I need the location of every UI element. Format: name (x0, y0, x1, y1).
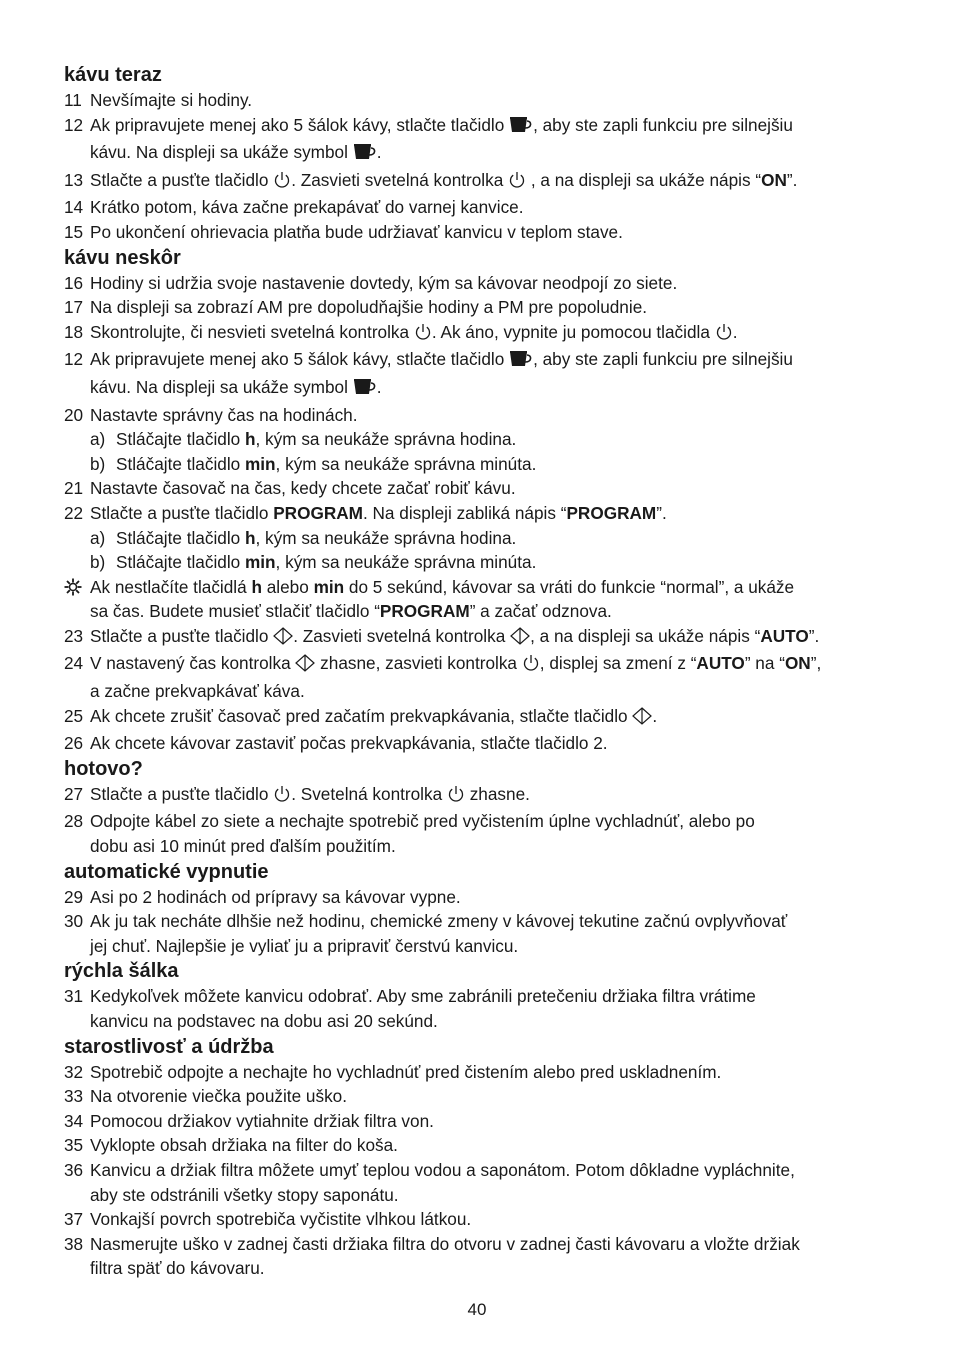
step-text: . (732, 321, 738, 342)
step-number: 13 (64, 169, 84, 190)
step-text: , a na displeji sa ukáže nápis “ (530, 625, 761, 646)
step-text: Pomocou držiakov vytiahnite držiak filtra von. (90, 1110, 434, 1131)
step-text: ”. (656, 502, 667, 523)
step-number: 21 (64, 478, 84, 499)
sub-step-line (64, 526, 894, 551)
step-number: a) (90, 527, 106, 548)
step-line (64, 195, 894, 220)
power-icon (414, 323, 432, 348)
step-text: Po ukončení ohrievacia platňa bude udržiavať kanvicu v teplom stave. (90, 221, 623, 242)
step-text: Na otvorenie viečka použite uško. (90, 1086, 347, 1107)
step-text: zhasne, zasvieti kontrolka (315, 653, 522, 674)
step-number: 32 (64, 1061, 84, 1082)
section-heading: kávu teraz (64, 64, 162, 86)
step-text: ”. (808, 625, 820, 646)
bold-term: min (244, 552, 276, 573)
step-line (64, 168, 894, 196)
step-number: 20 (64, 404, 84, 425)
step-text: Krátko potom, káva začne prekapávať do varnej kanvice. (90, 197, 524, 218)
step-line (64, 1183, 894, 1208)
bold-term: AUTO (760, 625, 809, 646)
step-text: dobu asi 10 minút pred ďalším použitím. (90, 836, 396, 857)
section-heading: automatické vypnutie (64, 860, 269, 883)
step-text: Nastavte správny čas na hodinách. (90, 404, 358, 425)
step-text: a začne prekvapkávať káva. (90, 681, 305, 702)
step-line (64, 731, 894, 756)
step-line (64, 271, 894, 296)
step-line (64, 834, 894, 859)
power-icon (522, 654, 540, 679)
step-number: b) (90, 552, 106, 573)
step-text: . (652, 705, 658, 726)
step-text: Nasmerujte uško v zadnej časti držiaka filtra do otvoru v zadnej časti kávovaru a vložte držiak (90, 1233, 800, 1254)
step-line (64, 809, 894, 834)
step-line (64, 1207, 894, 1232)
step-line (64, 403, 894, 428)
bold-term: min (313, 576, 345, 597)
step-text: . Svetelná kontrolka (291, 783, 447, 804)
step-number: 14 (64, 197, 84, 218)
timer-icon (295, 654, 315, 679)
sub-step-line (64, 452, 894, 477)
step-text: . Na displeji zabliká nápis “ (362, 502, 567, 523)
step-text: , kým sa neukáže správna hodina. (255, 429, 517, 450)
strong-coffee-cup-icon (509, 116, 533, 141)
step-text: Vyklopte obsah držiaka na filter do koša. (90, 1135, 398, 1156)
step-line (64, 704, 894, 732)
step-number: 35 (64, 1135, 84, 1156)
step-line (64, 782, 894, 810)
bold-term: AUTO (696, 653, 745, 674)
sub-step-line (64, 550, 894, 575)
section-heading: hotovo? (64, 757, 143, 780)
step-text: zhasne. (464, 783, 530, 804)
manual-content (64, 62, 894, 1281)
step-line (64, 476, 894, 501)
step-line (64, 320, 894, 348)
step-number: 38 (64, 1233, 84, 1254)
bold-term: ON (761, 169, 787, 190)
step-text: Stlačte a pusťte tlačidlo (90, 502, 274, 523)
step-line (64, 1256, 894, 1281)
step-line (64, 88, 894, 113)
step-text: Stlačte a pusťte tlačidlo (90, 625, 274, 646)
step-text: Hodiny si udržia svoje nastavenie dovtedy, kým sa kávovar neodpojí zo siete. (90, 272, 678, 293)
step-text: Nevšímajte si hodiny. (90, 90, 253, 110)
step-text: ”, (810, 653, 822, 674)
step-number: 12 (64, 114, 84, 135)
step-number (64, 575, 90, 603)
timer-icon (273, 627, 293, 652)
step-text: Stláčajte tlačidlo (116, 552, 245, 573)
step-text: alebo (261, 576, 314, 597)
step-line (64, 113, 894, 141)
step-text: , kým sa neukáže správna minúta. (275, 453, 537, 474)
step-text: Ak ju tak necháte dlhšie než hodinu, chemické zmeny v kávovej tekutine začnú ovplyvňovať (90, 911, 788, 932)
step-number: 29 (64, 886, 84, 907)
step-number: 24 (64, 653, 84, 674)
bold-term: PROGRAM (273, 502, 363, 523)
bold-term: ON (784, 653, 811, 674)
bold-term: h (244, 429, 256, 450)
power-icon (715, 323, 733, 348)
strong-coffee-cup-icon (353, 378, 377, 403)
step-line (64, 1060, 894, 1085)
step-text: Spotrebič odpojte a nechajte ho vychladnúť pred čistením alebo pred uskladnením. (90, 1061, 722, 1082)
section-heading: rýchla šálka (64, 960, 179, 983)
step-text: , kým sa neukáže správna minúta. (275, 552, 537, 573)
step-text: kanvicu na podstavec na dobu asi 20 sekúnd. (90, 1011, 438, 1031)
step-text: ”. (786, 169, 798, 190)
bold-term: h (251, 576, 262, 597)
step-text: Stlačte a pusťte tlačidlo (90, 169, 274, 190)
step-text: ” na “ (744, 653, 785, 674)
step-text: Vonkajší povrch spotrebiča vyčistite vlhkou látkou. (90, 1209, 472, 1230)
step-line (64, 220, 894, 245)
step-line (64, 575, 894, 600)
step-number: 23 (64, 625, 84, 646)
step-line (64, 909, 894, 934)
step-text: do 5 sekúnd, kávovar sa vráti do funkcie “normal”, a ukáže (344, 576, 795, 597)
power-icon (447, 785, 465, 810)
step-number: 16 (64, 272, 84, 293)
step-text: kávu. Na displeji sa ukáže symbol (90, 376, 353, 397)
sub-step-line (64, 427, 894, 452)
step-number: 36 (64, 1159, 84, 1180)
step-text: kávu. Na displeji sa ukáže symbol (90, 142, 353, 163)
step-text: . (376, 142, 382, 163)
step-number: 11 (64, 90, 82, 110)
step-number: 22 (64, 502, 84, 523)
timer-icon (632, 707, 652, 732)
step-number: 26 (64, 733, 84, 754)
page-number: 40 (467, 1300, 487, 1319)
power-icon (273, 785, 291, 810)
step-line (64, 1232, 894, 1257)
step-text: . (376, 376, 382, 397)
step-line (64, 651, 894, 679)
step-text: jej chuť. Najlepšie je vyliať ju a pripraviť čerstvú kanvicu. (90, 935, 519, 956)
step-line (64, 1109, 894, 1134)
step-number: 37 (64, 1209, 84, 1230)
step-number: b) (90, 453, 106, 474)
step-text: Stláčajte tlačidlo (116, 429, 245, 450)
strong-coffee-cup-icon (353, 143, 377, 168)
bold-term: h (244, 527, 256, 548)
step-number: 17 (64, 297, 84, 318)
step-text: , aby ste zapli funkciu pre silnejšiu (533, 349, 793, 370)
step-text: Asi po 2 hodinách od prípravy sa kávovar vypne. (90, 886, 461, 907)
section-heading: starostlivosť a údržba (64, 1035, 274, 1058)
step-text: Kanvicu a držiak filtra môžete umyť teplou vodou a saponátom. Potom dôkladne vypláchnite, (90, 1159, 795, 1180)
step-line (64, 934, 894, 959)
step-number: 31 (64, 986, 84, 1007)
step-line (64, 624, 894, 652)
step-text: , kým sa neukáže správna hodina. (255, 527, 517, 548)
step-line (64, 501, 894, 526)
step-text: . Zasvieti svetelná kontrolka (291, 169, 509, 190)
step-line (64, 1084, 894, 1109)
step-text: . Ak áno, vypnite ju pomocou tlačidla (431, 321, 715, 342)
step-text: Kedykoľvek môžete kanvicu odobrať. Aby sme zabránili pretečeniu držiaka filtra vrátime (90, 986, 756, 1007)
step-text: , a na displeji sa ukáže nápis “ (526, 169, 762, 190)
step-text: sa čas. Budete musieť stlačiť tlačidlo “ (90, 601, 380, 622)
step-line (64, 885, 894, 910)
step-line (64, 375, 894, 403)
step-line (64, 679, 894, 704)
step-text: filtra späť do kávovaru. (90, 1258, 265, 1279)
step-text: V nastavený čas kontrolka (90, 653, 296, 674)
step-text: . Zasvieti svetelná kontrolka (293, 625, 511, 646)
step-text: , displej sa zmení z “ (539, 653, 697, 674)
step-text: Ak chcete zrušiť časovač pred začatím prekvapkávania, stlačte tlačidlo (90, 705, 633, 726)
strong-coffee-cup-icon (509, 350, 533, 375)
step-number: 34 (64, 1110, 84, 1131)
step-line (64, 1009, 894, 1034)
step-text: Ak chcete kávovar zastaviť počas prekvapkávania, stlačte tlačidlo 2. (90, 733, 608, 754)
step-line (64, 1158, 894, 1183)
step-text: Nastavte časovač na čas, kedy chcete začať robiť kávu. (90, 478, 516, 499)
bold-term: PROGRAM (379, 601, 470, 622)
step-line (64, 140, 894, 168)
step-number: 12 (64, 349, 84, 370)
step-text: Ak nestlačíte tlačidlá (90, 576, 252, 597)
step-number: 25 (64, 705, 84, 726)
step-number: 18 (64, 321, 84, 342)
step-text: Odpojte kábel zo siete a nechajte spotrebič pred vyčistením úplne vychladnúť, alebo po (90, 811, 755, 832)
step-text: , aby ste zapli funkciu pre silnejšiu (533, 114, 793, 135)
step-text: Ak pripravujete menej ako 5 šálok kávy, stlačte tlačidlo (90, 114, 510, 135)
step-line (64, 295, 894, 320)
step-number: 30 (64, 911, 84, 932)
step-number: 15 (64, 221, 84, 242)
bold-term: min (244, 453, 276, 474)
step-text: Stlačte a pusťte tlačidlo (90, 783, 274, 804)
step-number: a) (90, 429, 106, 450)
step-text: ” a začať odznova. (469, 601, 612, 622)
power-icon (273, 171, 291, 196)
power-icon (508, 171, 526, 196)
step-number: 33 (64, 1086, 84, 1107)
step-text: Na displeji sa zobrazí AM pre dopoludňajšie hodiny a PM pre popoludnie. (90, 297, 648, 318)
section-heading: kávu neskôr (64, 246, 181, 269)
step-number: 28 (64, 811, 84, 832)
step-text: aby ste odstránili všetky stopy saponátu. (90, 1184, 399, 1205)
step-text: Stláčajte tlačidlo (116, 527, 245, 548)
step-line (64, 984, 894, 1009)
step-line (64, 347, 894, 375)
step-line (64, 1133, 894, 1158)
step-text: Stláčajte tlačidlo (116, 453, 245, 474)
timer-icon (510, 627, 530, 652)
step-number: 27 (64, 783, 84, 804)
step-text: Skontrolujte, či nesvieti svetelná kontrolka (90, 321, 414, 342)
step-text: Ak pripravujete menej ako 5 šálok kávy, stlačte tlačidlo (90, 349, 510, 370)
step-line (64, 599, 894, 624)
bold-term: PROGRAM (566, 502, 657, 523)
